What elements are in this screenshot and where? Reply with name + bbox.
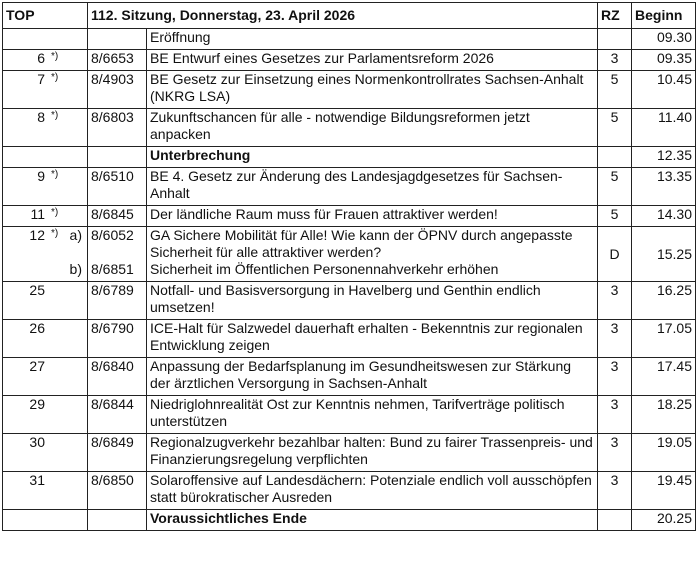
footnote-marker: *) <box>51 169 59 180</box>
top-cell <box>3 320 88 358</box>
rz-cell: 3 <box>598 358 632 396</box>
document-number-cell <box>88 147 147 168</box>
footnote-marker: *) <box>51 51 59 62</box>
begin-time-cell: 12.35 <box>632 147 696 168</box>
agenda-item-title: Notfall- und Basisversorgung in Havelberg und Genthin endlich umsetzen! <box>147 282 598 320</box>
footnote-marker: *) <box>51 110 59 121</box>
agenda-row <box>3 434 696 472</box>
agenda-item-title: Niedriglohnrealität Ost zur Kenntnis nehmen, Tarifverträge politisch unterstützen <box>147 396 598 434</box>
rz-cell: 3 <box>598 396 632 434</box>
top-cell <box>3 358 88 396</box>
agenda-item-title: Voraussichtliches Ende <box>147 510 598 531</box>
document-number-cell: 8/4903 <box>88 71 147 109</box>
agenda-row <box>3 320 696 358</box>
agenda-item-title: Regionalzugverkehr bezahlbar halten: Bund zu fairer Trassenpreis- und Finanzierungsregelung verpflichten <box>147 434 598 472</box>
document-number-cell: 8/6850 <box>88 472 147 510</box>
begin-time-cell: 09.30 <box>632 29 696 50</box>
top-cell <box>3 147 88 168</box>
agenda-row <box>3 396 696 434</box>
subitem-title: Sicherheit im Öffentlichen Personennahverkehr erhöhen <box>150 261 499 277</box>
agenda-row <box>3 109 696 147</box>
rz-cell: 3 <box>598 434 632 472</box>
begin-time-cell: 15.25 <box>632 227 696 282</box>
top-cell <box>3 29 88 50</box>
rz-cell <box>598 29 632 50</box>
begin-time-cell: 17.05 <box>632 320 696 358</box>
document-number-cell: 8/6803 <box>88 109 147 147</box>
agenda-row <box>3 206 696 227</box>
document-number-cell: 8/6510 <box>88 168 147 206</box>
header-top: TOP <box>3 3 88 29</box>
top-number: 6 <box>37 50 45 66</box>
rz-cell: 5 <box>598 71 632 109</box>
begin-time-cell: 18.25 <box>632 396 696 434</box>
rz-cell: 3 <box>598 50 632 71</box>
document-number-cell: 8/6844 <box>88 396 147 434</box>
begin-time-cell: 10.45 <box>632 71 696 109</box>
agenda-item-title: BE Entwurf eines Gesetzes zur Parlamentsreform 2026 <box>147 50 598 71</box>
begin-time-cell: 14.30 <box>632 206 696 227</box>
rz-cell: 3 <box>598 282 632 320</box>
top-number: 8 <box>37 109 45 125</box>
document-number-cell: 8/6653 <box>88 50 147 71</box>
top-number: 11 <box>30 206 45 222</box>
agenda-item-title: BE 4. Gesetz zur Änderung des Landesjagdgesetzes für Sachsen-Anhalt <box>147 168 598 206</box>
agenda-item-title: Unterbrechung <box>147 147 598 168</box>
document-number-cell <box>88 227 147 282</box>
agenda-row <box>3 147 696 168</box>
subitem-label: b) <box>69 261 82 277</box>
subitem-title: GA Sichere Mobilität für Alle! Wie kann der ÖPNV durch angepasste Sicherheit für alle attraktiver werden? <box>150 227 573 260</box>
document-number-cell: 8/6790 <box>88 320 147 358</box>
top-cell <box>3 282 88 320</box>
rz-cell: 5 <box>598 206 632 227</box>
agenda-row <box>3 50 696 71</box>
document-number-cell <box>88 29 147 50</box>
agenda-body <box>3 29 696 531</box>
header-rz: RZ <box>598 3 632 29</box>
top-number: 25 <box>29 282 45 298</box>
rz-cell <box>598 510 632 531</box>
rz-cell: 5 <box>598 109 632 147</box>
top-cell <box>3 71 88 109</box>
document-number-cell: 8/6789 <box>88 282 147 320</box>
top-number: 27 <box>29 358 45 374</box>
agenda-row <box>3 510 696 531</box>
begin-time-cell: 20.25 <box>632 510 696 531</box>
agenda-item-title: Eröffnung <box>147 29 598 50</box>
footnote-marker: *) <box>51 207 59 218</box>
top-cell <box>3 396 88 434</box>
begin-time-cell: 11.40 <box>632 109 696 147</box>
top-cell <box>3 227 88 282</box>
top-number: 12 <box>29 227 45 243</box>
document-number-cell: 8/6845 <box>88 206 147 227</box>
document-number-cell <box>88 510 147 531</box>
agenda-item-title: Zukunftschancen für alle - notwendige Bildungsreformen jetzt anpacken <box>147 109 598 147</box>
header-begin: Beginn <box>632 3 696 29</box>
begin-time-cell: 19.45 <box>632 472 696 510</box>
agenda-item-title: Solaroffensive auf Landesdächern: Potenziale endlich voll ausschöpfen statt bürokratischer Ausreden <box>147 472 598 510</box>
top-number: 26 <box>29 320 45 336</box>
rz-cell: 3 <box>598 472 632 510</box>
top-cell <box>3 434 88 472</box>
footnote-marker: *) <box>51 72 59 83</box>
agenda-item-title: ICE-Halt für Salzwedel dauerhaft erhalten - Bekenntnis zur regionalen Entwicklung zeigen <box>147 320 598 358</box>
begin-time-cell: 19.05 <box>632 434 696 472</box>
rz-cell: 3 <box>598 320 632 358</box>
top-cell <box>3 168 88 206</box>
agenda-row <box>3 282 696 320</box>
agenda-row <box>3 358 696 396</box>
begin-time-cell: 13.35 <box>632 168 696 206</box>
agenda-item-title: BE Gesetz zur Einsetzung eines Normenkontrollrates Sachsen-Anhalt (NKRG LSA) <box>147 71 598 109</box>
top-cell <box>3 510 88 531</box>
subitem-document-number: 8/6052 <box>91 227 134 243</box>
agenda-item-title <box>147 227 598 282</box>
top-cell <box>3 206 88 227</box>
subitem-document-number: 8/6851 <box>91 261 134 277</box>
begin-time-cell: 16.25 <box>632 282 696 320</box>
agenda-row <box>3 472 696 510</box>
rz-cell: D <box>598 227 632 282</box>
document-number-cell: 8/6840 <box>88 358 147 396</box>
agenda-row <box>3 168 696 206</box>
top-number: 7 <box>37 71 45 87</box>
top-number: 30 <box>29 434 45 450</box>
agenda-row <box>3 227 696 282</box>
agenda-row <box>3 71 696 109</box>
rz-cell: 5 <box>598 168 632 206</box>
agenda-table <box>2 2 696 531</box>
document-number-cell: 8/6849 <box>88 434 147 472</box>
top-number: 29 <box>29 396 45 412</box>
top-number: 31 <box>29 472 45 488</box>
agenda-item-title: Anpassung der Bedarfsplanung im Gesundheitswesen zur Stärkung der ärztlichen Versorgung in Sachsen-Anhalt <box>147 358 598 396</box>
agenda-row <box>3 29 696 50</box>
top-number: 9 <box>37 168 45 184</box>
subitem-label: a) <box>69 227 82 243</box>
begin-time-cell: 17.45 <box>632 358 696 396</box>
header-row <box>3 3 696 29</box>
top-cell <box>3 109 88 147</box>
top-cell <box>3 50 88 71</box>
rz-cell <box>598 147 632 168</box>
agenda-item-title: Der ländliche Raum muss für Frauen attraktiver werden! <box>147 206 598 227</box>
begin-time-cell: 09.35 <box>632 50 696 71</box>
top-cell <box>3 472 88 510</box>
header-session-title: 112. Sitzung, Donnerstag, 23. April 2026 <box>88 3 598 29</box>
footnote-marker: *) <box>51 228 59 239</box>
